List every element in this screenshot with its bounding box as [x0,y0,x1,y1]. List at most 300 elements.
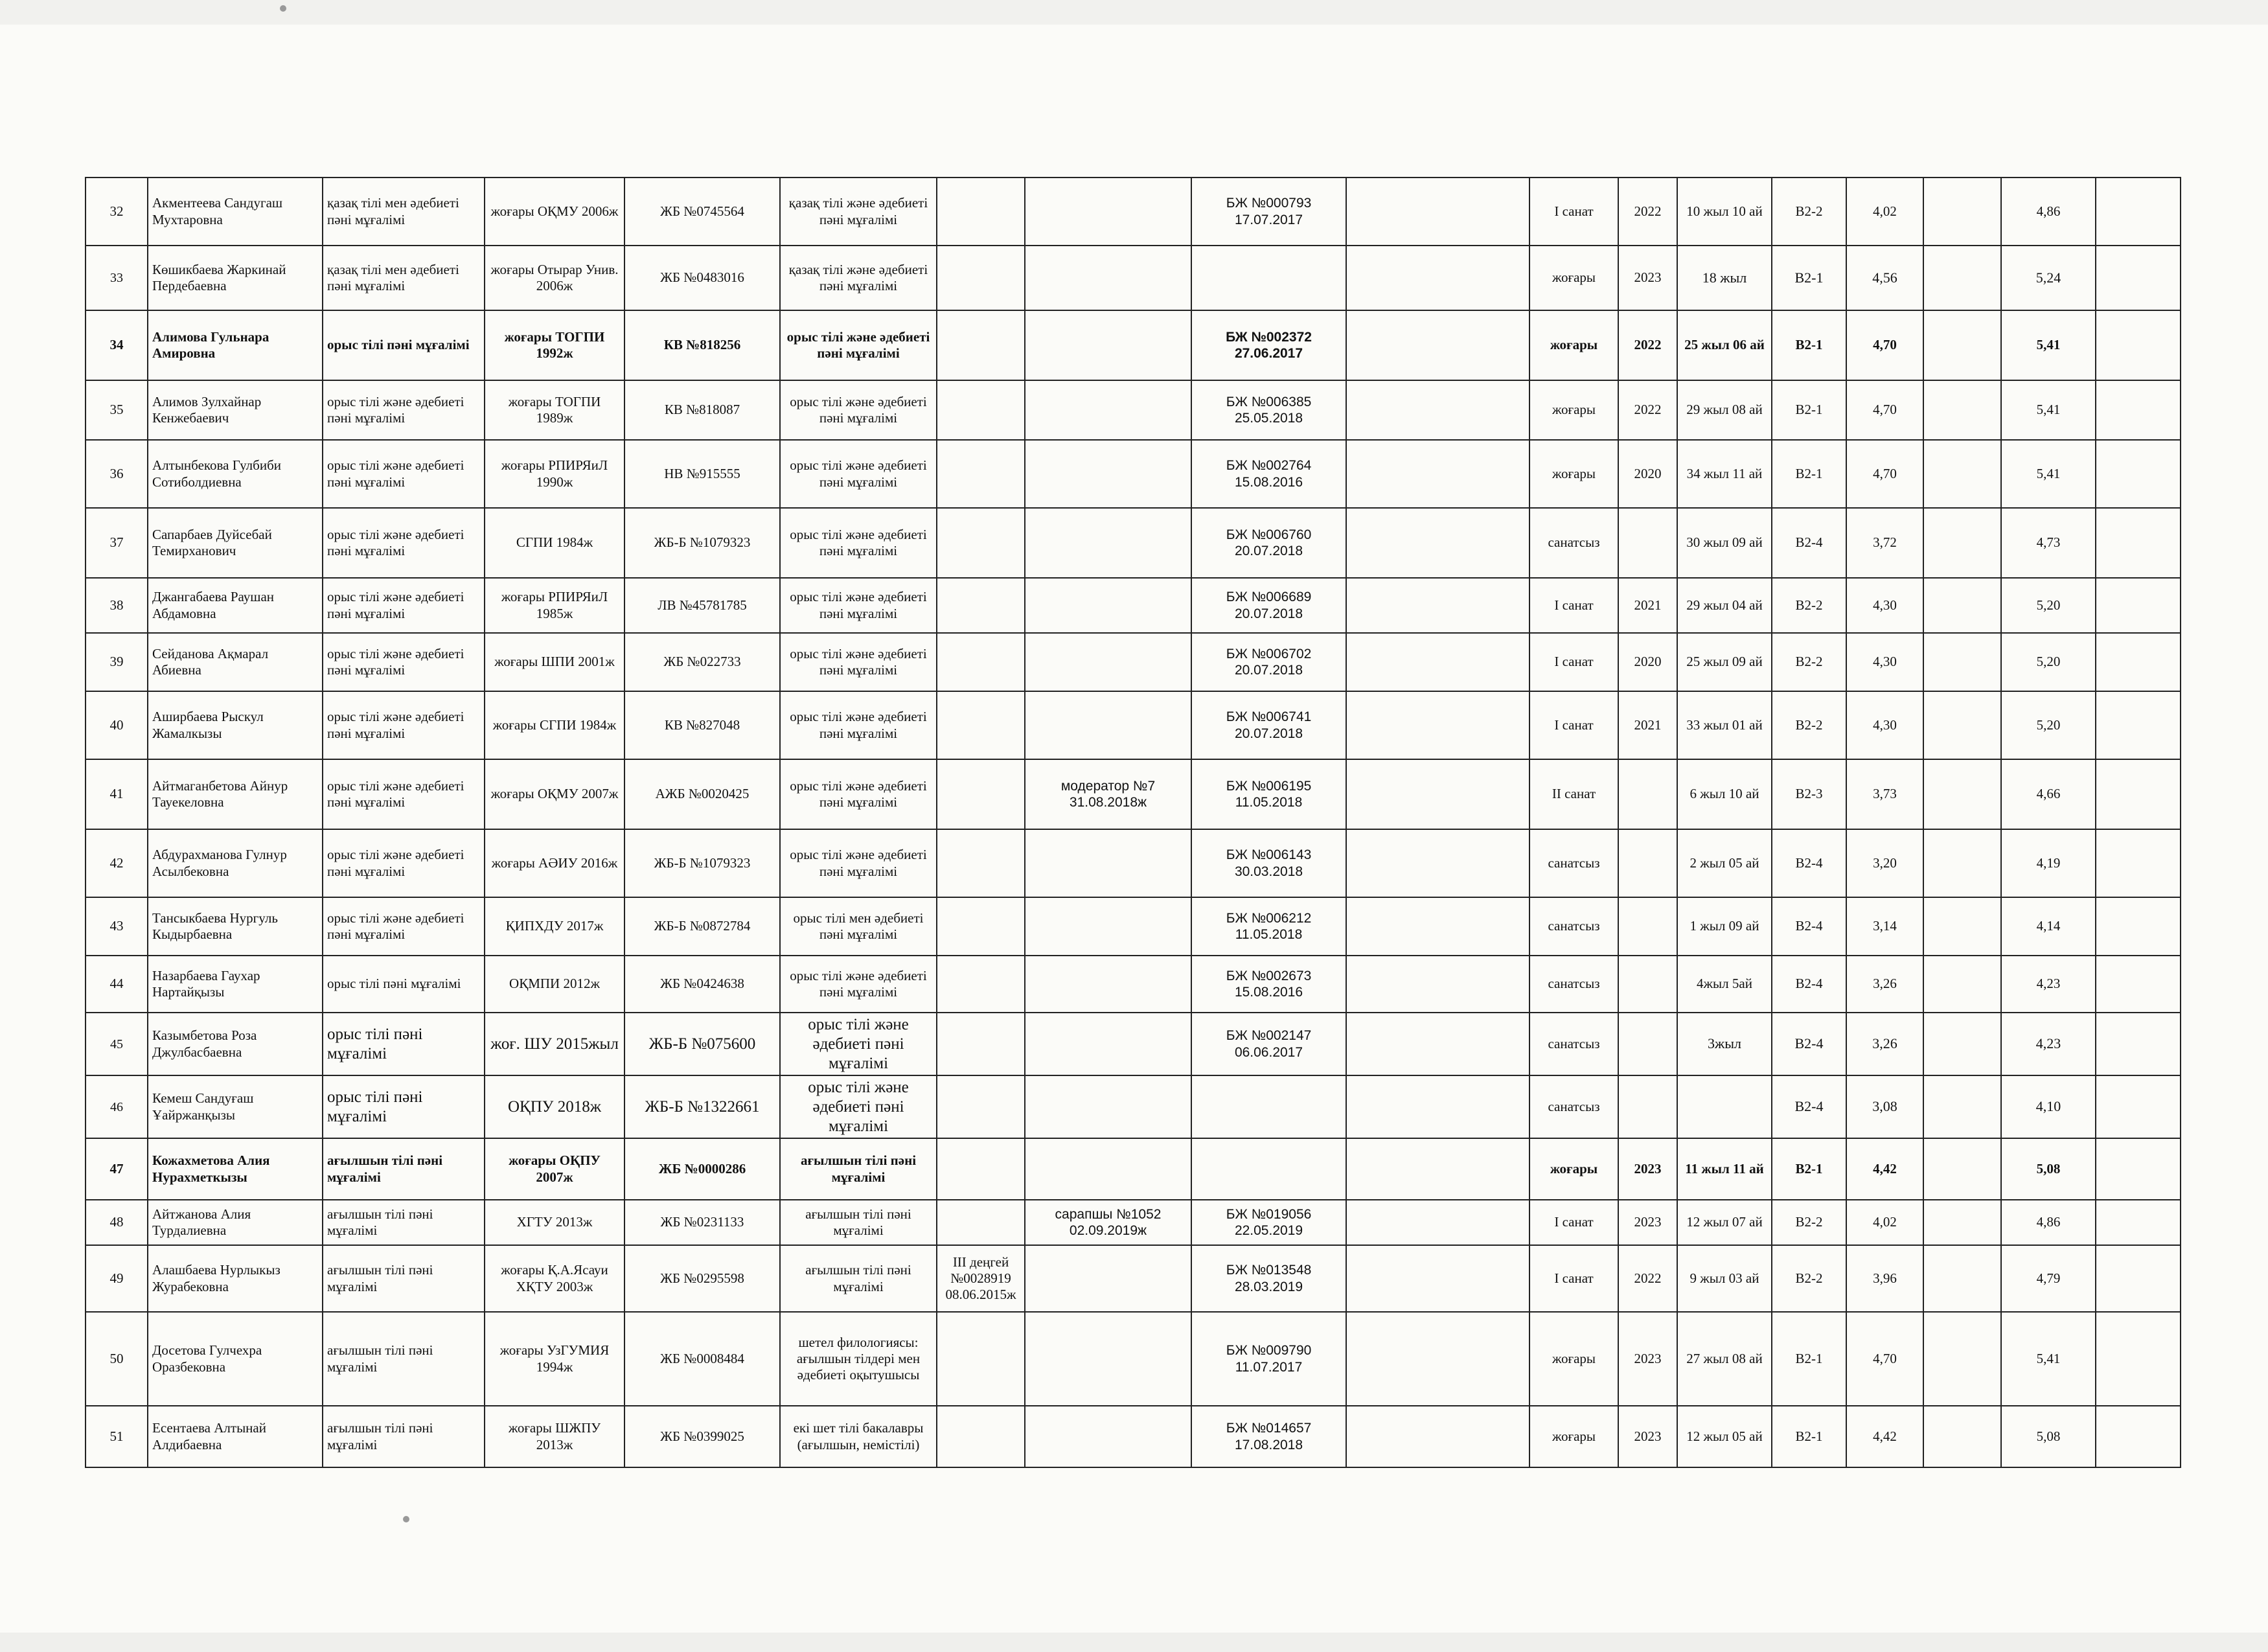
grade-group-cell: В2-1 [1772,1406,1846,1467]
table-row [86,1245,2181,1312]
category-cell: жоғары [1529,310,1618,380]
coefficient-cell: 3,72 [1846,508,1923,578]
row-number: 36 [86,440,148,508]
table-row [86,246,2181,310]
blank-cell [1346,897,1529,956]
education-cell: СГПИ 1984ж [485,508,624,578]
total-coefficient-cell: 5,41 [2001,310,2096,380]
teacher-name: Кожахметова Алия Нурахметкызы [148,1138,323,1200]
education-cell: жоғ. ШУ 2015жыл [485,1013,624,1075]
teacher-name: Тансыкбаева Нургуль Кыдырбаевна [148,897,323,956]
level-cell [937,1312,1025,1406]
total-coefficient-cell: 5,41 [2001,1312,2096,1406]
specialty-cell: қазақ тілі мен әдебиеті пәні мұғалімі [323,178,485,246]
experience-cell: 3жыл [1677,1013,1772,1075]
specialty-cell: орыс тілі және әдебиеті пәні мұғалімі [323,829,485,897]
total-coefficient-cell: 4,14 [2001,897,2096,956]
expert-cell [1025,380,1191,440]
teacher-name: Акментеева Сандугаш Мухтаровна [148,178,323,246]
blank-cell [1923,1312,2001,1406]
coefficient-cell: 4,70 [1846,380,1923,440]
qualification-cell: қазақ тілі және әдебиеті пәні мұғалімі [780,178,937,246]
teacher-name: Айтмаганбетова Айнур Тауекеловна [148,759,323,829]
category-year-cell [1618,508,1677,578]
teacher-name: Досетова Гулчехра Оразбековна [148,1312,323,1406]
coefficient-cell: 4,30 [1846,578,1923,633]
specialty-cell: ағылшын тілі пәні мұғалімі [323,1245,485,1312]
diploma-cell: КВ №827048 [624,691,780,759]
qualification-cell: орыс тілі және әдебиеті пәні мұғалімі [780,1013,937,1075]
category-year-cell [1618,1075,1677,1138]
category-cell: жоғары [1529,246,1618,310]
education-cell: ОҚПУ 2018ж [485,1075,624,1138]
blank-cell [2096,1138,2181,1200]
category-cell: II санат [1529,759,1618,829]
qualification-cell: екі шет тілі бакалавры (ағылшын, немістілі) [780,1406,937,1467]
experience-cell: 34 жыл 11 ай [1677,440,1772,508]
coefficient-cell: 3,20 [1846,829,1923,897]
diploma-cell: ЖБ №0745564 [624,178,780,246]
education-cell: жоғары ОҚМУ 2007ж [485,759,624,829]
category-cell: санатсыз [1529,829,1618,897]
level-cell: III деңгей №0028919 08.06.2015ж [937,1245,1025,1312]
category-cell: жоғары [1529,440,1618,508]
table-row [86,633,2181,691]
blank-cell [2096,897,2181,956]
total-coefficient-cell: 4,86 [2001,1200,2096,1245]
education-cell: ҚИПХДУ 2017ж [485,897,624,956]
specialty-cell: орыс тілі пәні мұғалімі [323,310,485,380]
education-cell: жоғары ТОГПИ 1992ж [485,310,624,380]
category-year-cell: 2020 [1618,440,1677,508]
category-cell: санатсыз [1529,897,1618,956]
category-cell: I санат [1529,1245,1618,1312]
blank-cell [2096,246,2181,310]
total-coefficient-cell: 5,20 [2001,633,2096,691]
blank-cell [1346,1245,1529,1312]
blank-cell [1923,1406,2001,1467]
teacher-name: Алимова Гульнара Амировна [148,310,323,380]
level-cell [937,1406,1025,1467]
blank-cell [2096,956,2181,1013]
specialty-cell: ағылшын тілі пәні мұғалімі [323,1138,485,1200]
row-number: 41 [86,759,148,829]
qualification-cell: орыс тілі және әдебиеті пәні мұғалімі [780,380,937,440]
total-coefficient-cell: 5,08 [2001,1138,2096,1200]
total-coefficient-cell: 5,20 [2001,691,2096,759]
certificate-cell: БЖ №014657 17.08.2018 [1191,1406,1346,1467]
experience-cell: 2 жыл 05 ай [1677,829,1772,897]
row-number: 33 [86,246,148,310]
specialty-cell: орыс тілі және әдебиеті пәні мұғалімі [323,508,485,578]
blank-cell [1346,1075,1529,1138]
table-row [86,310,2181,380]
total-coefficient-cell: 5,08 [2001,1406,2096,1467]
certificate-cell: БЖ №013548 28.03.2019 [1191,1245,1346,1312]
blank-cell [1346,1312,1529,1406]
expert-cell [1025,246,1191,310]
table-row [86,380,2181,440]
teacher-name: Алтынбекова Гулбиби Сотиболдиевна [148,440,323,508]
level-cell [937,1200,1025,1245]
coefficient-cell: 4,42 [1846,1406,1923,1467]
diploma-cell: ЖБ №0000286 [624,1138,780,1200]
teacher-name: Алашбаева Нурлыкыз Журабековна [148,1245,323,1312]
qualification-cell: орыс тілі мен әдебиеті пәні мұғалімі [780,897,937,956]
coefficient-cell: 4,42 [1846,1138,1923,1200]
specialty-cell: қазақ тілі мен әдебиеті пәні мұғалімі [323,246,485,310]
category-cell: жоғары [1529,380,1618,440]
blank-cell [1346,440,1529,508]
category-cell: I санат [1529,178,1618,246]
expert-cell [1025,310,1191,380]
blank-cell [2096,759,2181,829]
total-coefficient-cell: 4,73 [2001,508,2096,578]
row-number: 51 [86,1406,148,1467]
certificate-cell: БЖ №006741 20.07.2018 [1191,691,1346,759]
diploma-cell: ЖБ-Б №0872784 [624,897,780,956]
expert-cell [1025,829,1191,897]
specialty-cell: орыс тілі және әдебиеті пәні мұғалімі [323,380,485,440]
grade-group-cell: В2-3 [1772,759,1846,829]
education-cell: жоғары ОҚПУ 2007ж [485,1138,624,1200]
blank-cell [1923,178,2001,246]
experience-cell: 10 жыл 10 ай [1677,178,1772,246]
expert-cell [1025,1245,1191,1312]
table-row [86,508,2181,578]
level-cell [937,897,1025,956]
experience-cell: 1 жыл 09 ай [1677,897,1772,956]
blank-cell [1923,633,2001,691]
experience-cell: 12 жыл 07 ай [1677,1200,1772,1245]
certificate-cell: БЖ №006385 25.05.2018 [1191,380,1346,440]
qualification-cell: шетел филологиясы: ағылшын тілдері мен әдебиеті оқытушысы [780,1312,937,1406]
blank-cell [1346,1013,1529,1075]
blank-cell [1346,508,1529,578]
blank-cell [1346,578,1529,633]
education-cell: жоғары ОҚМУ 2006ж [485,178,624,246]
blank-cell [2096,1075,2181,1138]
blank-cell [2096,1245,2181,1312]
blank-cell [1923,380,2001,440]
experience-cell: 27 жыл 08 ай [1677,1312,1772,1406]
diploma-cell: ЖБ №0399025 [624,1406,780,1467]
blank-cell [1923,897,2001,956]
specialty-cell: ағылшын тілі пәні мұғалімі [323,1406,485,1467]
blank-cell [2096,508,2181,578]
expert-cell [1025,691,1191,759]
blank-cell [1923,508,2001,578]
table-row [86,1013,2181,1075]
experience-cell [1677,1075,1772,1138]
teacher-name: Айтжанова Алия Турдалиевна [148,1200,323,1245]
category-year-cell: 2020 [1618,633,1677,691]
blank-cell [2096,310,2181,380]
specialty-cell: орыс тілі және әдебиеті пәні мұғалімі [323,633,485,691]
qualification-cell: орыс тілі және әдебиеті пәні мұғалімі [780,829,937,897]
blank-cell [1923,1075,2001,1138]
coefficient-cell: 4,30 [1846,633,1923,691]
category-cell: жоғары [1529,1406,1618,1467]
category-cell: санатсыз [1529,508,1618,578]
experience-cell: 25 жыл 06 ай [1677,310,1772,380]
qualification-cell: ағылшын тілі пәні мұғалімі [780,1200,937,1245]
qualification-cell: орыс тілі және әдебиеті пәні мұғалімі [780,578,937,633]
blank-cell [1923,691,2001,759]
blank-cell [2096,633,2181,691]
certificate-cell: БЖ №006212 11.05.2018 [1191,897,1346,956]
education-cell: жоғары УзГУМИЯ 1994ж [485,1312,624,1406]
category-year-cell: 2023 [1618,1138,1677,1200]
diploma-cell: ЛВ №45781785 [624,578,780,633]
level-cell [937,178,1025,246]
grade-group-cell: В2-1 [1772,1312,1846,1406]
education-cell: ХГТУ 2013ж [485,1200,624,1245]
row-number: 34 [86,310,148,380]
scan-speck [280,5,286,12]
expert-cell [1025,1406,1191,1467]
row-number: 49 [86,1245,148,1312]
level-cell [937,310,1025,380]
education-cell: жоғары АӘИУ 2016ж [485,829,624,897]
blank-cell [2096,691,2181,759]
level-cell [937,440,1025,508]
diploma-cell: ЖБ №0008484 [624,1312,780,1406]
education-cell: жоғары Қ.А.Ясауи ХҚТУ 2003ж [485,1245,624,1312]
specialty-cell: орыс тілі пәні мұғалімі [323,956,485,1013]
blank-cell [2096,178,2181,246]
education-cell: жоғары РПИРЯиЛ 1990ж [485,440,624,508]
qualification-cell: қазақ тілі және әдебиеті пәні мұғалімі [780,246,937,310]
category-cell: жоғары [1529,1138,1618,1200]
coefficient-cell: 3,96 [1846,1245,1923,1312]
diploma-cell: ЖБ №0231133 [624,1200,780,1245]
category-year-cell [1618,1013,1677,1075]
level-cell [937,691,1025,759]
diploma-cell: ЖБ-Б №075600 [624,1013,780,1075]
category-year-cell [1618,759,1677,829]
blank-cell [1346,956,1529,1013]
blank-cell [1346,633,1529,691]
certificate-cell: БЖ №006702 20.07.2018 [1191,633,1346,691]
table-row [86,1406,2181,1467]
blank-cell [1346,1138,1529,1200]
level-cell [937,380,1025,440]
blank-cell [1923,759,2001,829]
category-year-cell [1618,897,1677,956]
row-number: 46 [86,1075,148,1138]
grade-group-cell: В2-2 [1772,578,1846,633]
qualification-cell: орыс тілі және әдебиеті пәні мұғалімі [780,956,937,1013]
row-number: 39 [86,633,148,691]
education-cell: жоғары СГПИ 1984ж [485,691,624,759]
scan-speck [403,1516,409,1522]
category-year-cell: 2022 [1618,178,1677,246]
diploma-cell: АЖБ №0020425 [624,759,780,829]
diploma-cell: ЖБ-Б №1322661 [624,1075,780,1138]
specialty-cell: орыс тілі және әдебиеті пәні мұғалімі [323,578,485,633]
total-coefficient-cell: 5,41 [2001,440,2096,508]
diploma-cell: НВ №915555 [624,440,780,508]
specialty-cell: орыс тілі және әдебиеті пәні мұғалімі [323,897,485,956]
specialty-cell: ағылшын тілі пәні мұғалімі [323,1312,485,1406]
qualification-cell: орыс тілі және әдебиеті пәні мұғалімі [780,310,937,380]
table-row [86,956,2181,1013]
blank-cell [2096,380,2181,440]
grade-group-cell: В2-4 [1772,1013,1846,1075]
teacher-name: Абдурахманова Гулнур Асылбековна [148,829,323,897]
grade-group-cell: В2-2 [1772,1200,1846,1245]
certificate-cell [1191,246,1346,310]
category-cell: I санат [1529,633,1618,691]
blank-cell [1346,1406,1529,1467]
teacher-name: Сейданова Ақмарал Абиевна [148,633,323,691]
experience-cell: 29 жыл 04 ай [1677,578,1772,633]
education-cell: ОҚМПИ 2012ж [485,956,624,1013]
level-cell [937,1013,1025,1075]
teacher-name: Казымбетова Роза Джулбасбаевна [148,1013,323,1075]
table-row [86,897,2181,956]
education-cell: жоғары ТОГПИ 1989ж [485,380,624,440]
teacher-name: Алимов Зулхайнар Кенжебаевич [148,380,323,440]
diploma-cell: ЖБ №0424638 [624,956,780,1013]
certificate-cell: БЖ №006760 20.07.2018 [1191,508,1346,578]
blank-cell [1923,440,2001,508]
table-row [86,1200,2181,1245]
grade-group-cell: В2-2 [1772,178,1846,246]
education-cell: жоғары ШПИ 2001ж [485,633,624,691]
certificate-cell: БЖ №002147 06.06.2017 [1191,1013,1346,1075]
expert-cell: модератор №7 31.08.2018ж [1025,759,1191,829]
specialty-cell: орыс тілі және әдебиеті пәні мұғалімі [323,759,485,829]
row-number: 35 [86,380,148,440]
qualification-cell: орыс тілі және әдебиеті пәні мұғалімі [780,508,937,578]
diploma-cell: КВ №818256 [624,310,780,380]
total-coefficient-cell: 4,23 [2001,956,2096,1013]
teacher-name: Джангабаева Раушан Абдамовна [148,578,323,633]
blank-cell [1923,1200,2001,1245]
blank-cell [1923,310,2001,380]
row-number: 40 [86,691,148,759]
grade-group-cell: В2-1 [1772,380,1846,440]
blank-cell [1923,246,2001,310]
experience-cell: 12 жыл 05 ай [1677,1406,1772,1467]
expert-cell: сарапшы №1052 02.09.2019ж [1025,1200,1191,1245]
specialty-cell: орыс тілі пәні мұғалімі [323,1013,485,1075]
row-number: 38 [86,578,148,633]
diploma-cell: ЖБ №0295598 [624,1245,780,1312]
qualification-cell: орыс тілі және әдебиеті пәні мұғалімі [780,440,937,508]
grade-group-cell: В2-1 [1772,310,1846,380]
blank-cell [1923,956,2001,1013]
qualification-cell: орыс тілі және әдебиеті пәні мұғалімі [780,759,937,829]
certificate-cell: БЖ №019056 22.05.2019 [1191,1200,1346,1245]
blank-cell [1346,1200,1529,1245]
blank-cell [2096,578,2181,633]
experience-cell: 29 жыл 08 ай [1677,380,1772,440]
diploma-cell: КВ №818087 [624,380,780,440]
grade-group-cell: В2-4 [1772,1075,1846,1138]
table-row [86,440,2181,508]
grade-group-cell: В2-2 [1772,633,1846,691]
specialty-cell: ағылшын тілі пәні мұғалімі [323,1200,485,1245]
grade-group-cell: В2-1 [1772,246,1846,310]
total-coefficient-cell: 5,24 [2001,246,2096,310]
diploma-cell: ЖБ №0483016 [624,246,780,310]
category-cell: жоғары [1529,1312,1618,1406]
grade-group-cell: В2-1 [1772,440,1846,508]
level-cell [937,759,1025,829]
certificate-cell: БЖ №009790 11.07.2017 [1191,1312,1346,1406]
table-row [86,578,2181,633]
row-number: 32 [86,178,148,246]
expert-cell [1025,440,1191,508]
table-row [86,829,2181,897]
blank-cell [1923,1138,2001,1200]
category-year-cell: 2022 [1618,310,1677,380]
category-cell: санатсыз [1529,956,1618,1013]
specialty-cell: орыс тілі және әдебиеті пәні мұғалімі [323,691,485,759]
teacher-name: Аширбаева Рыскул Жамалкызы [148,691,323,759]
experience-cell: 4жыл 5ай [1677,956,1772,1013]
blank-cell [1346,759,1529,829]
coefficient-cell: 4,56 [1846,246,1923,310]
coefficient-cell: 4,70 [1846,310,1923,380]
certificate-cell: БЖ №002764 15.08.2016 [1191,440,1346,508]
qualification-cell: орыс тілі және әдебиеті пәні мұғалімі [780,691,937,759]
table-row [86,178,2181,246]
total-coefficient-cell: 4,86 [2001,178,2096,246]
expert-cell [1025,956,1191,1013]
diploma-cell: ЖБ №022733 [624,633,780,691]
education-cell: жоғары ШЖПУ 2013ж [485,1406,624,1467]
coefficient-cell: 4,70 [1846,1312,1923,1406]
coefficient-cell: 3,14 [1846,897,1923,956]
category-year-cell: 2022 [1618,380,1677,440]
blank-cell [2096,1013,2181,1075]
expert-cell [1025,897,1191,956]
grade-group-cell: В2-4 [1772,829,1846,897]
blank-cell [2096,1406,2181,1467]
specialty-cell: орыс тілі және әдебиеті пәні мұғалімі [323,440,485,508]
category-year-cell [1618,829,1677,897]
coefficient-cell: 4,30 [1846,691,1923,759]
blank-cell [2096,1200,2181,1245]
blank-cell [2096,440,2181,508]
certificate-cell [1191,1075,1346,1138]
total-coefficient-cell: 4,66 [2001,759,2096,829]
education-cell: жоғары РПИРЯиЛ 1985ж [485,578,624,633]
category-year-cell: 2023 [1618,1200,1677,1245]
category-cell: санатсыз [1529,1013,1618,1075]
category-year-cell: 2023 [1618,1406,1677,1467]
expert-cell [1025,178,1191,246]
staff-table [85,177,2181,1468]
category-year-cell: 2022 [1618,1245,1677,1312]
grade-group-cell: В2-2 [1772,1245,1846,1312]
category-cell: санатсыз [1529,1075,1618,1138]
certificate-cell: БЖ №006195 11.05.2018 [1191,759,1346,829]
expert-cell [1025,1013,1191,1075]
total-coefficient-cell: 5,41 [2001,380,2096,440]
teacher-name: Сапарбаев Дуйсебай Темирханович [148,508,323,578]
blank-cell [1346,246,1529,310]
category-cell: I санат [1529,1200,1618,1245]
expert-cell [1025,1312,1191,1406]
category-year-cell: 2023 [1618,1312,1677,1406]
experience-cell: 9 жыл 03 ай [1677,1245,1772,1312]
row-number: 45 [86,1013,148,1075]
